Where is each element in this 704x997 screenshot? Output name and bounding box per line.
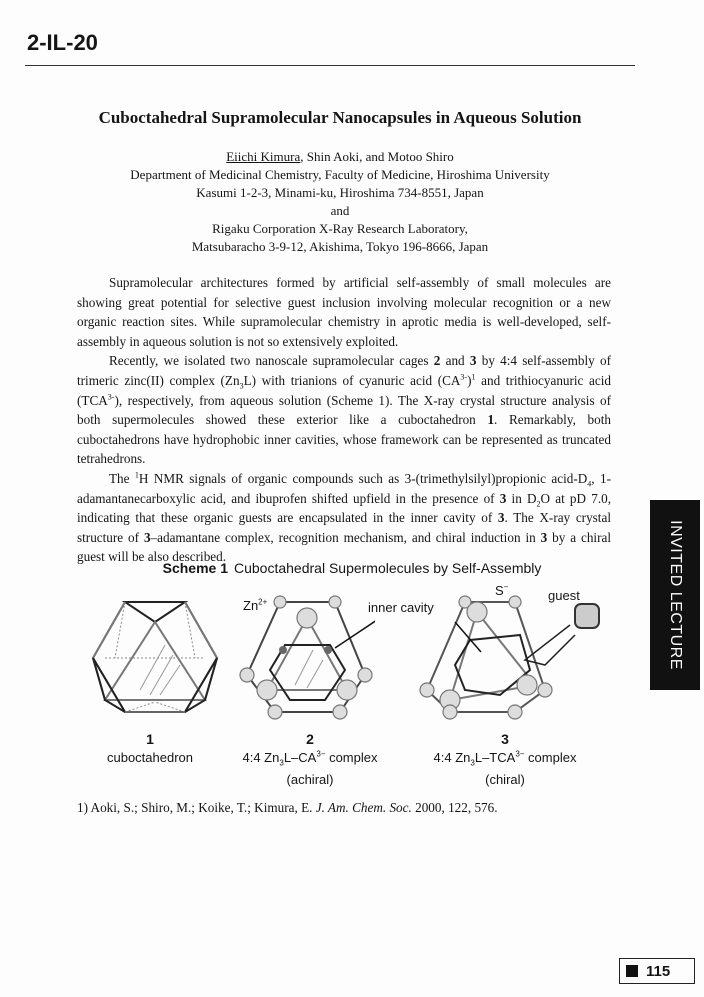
affiliation-line: Matsubaracho 3-9-12, Akishima, Tokyo 196-8666, Japan [191, 239, 489, 254]
paragraph [77, 273, 611, 351]
text-run: in D [506, 490, 537, 506]
cuboctahedron-diagram [85, 590, 225, 720]
compound-number: 3 [497, 510, 505, 526]
text-run: and trithiocyanuric acid (TCA [77, 372, 611, 408]
text-run: and [440, 353, 470, 369]
text-run: L) with trianions of cyanuric acid (CA [243, 372, 461, 388]
header-rule [25, 65, 635, 66]
sulfur-label: S− [495, 582, 509, 598]
guest-label: guest [548, 588, 580, 603]
text-run: O at pD 7.0, indicating that these organic guests are encapsulated in the inner cavity of [77, 490, 612, 526]
paragraph [77, 469, 611, 567]
text-run: Recently, we isolated two nanoscale supramolecular cages [109, 353, 434, 369]
sub-script: 3 [239, 381, 244, 391]
square-icon [626, 965, 638, 977]
sup-script: 1 [471, 372, 476, 382]
text-run: . The X-ray crystal structure of [77, 510, 611, 545]
compound-number: 3 [499, 490, 507, 506]
compound-1-label: 1 cuboctahedron [106, 731, 193, 765]
text-run: ), respectively, from aqueous solution (Scheme 1). The X-ray crystal structure analysis of both supermolecules showed these exterior like a cuboctahedron [77, 392, 611, 428]
compound-2-label: 2 4:4 $Zn_3L-CA^{3-}$ complex (achiral) [242, 731, 378, 787]
guest-icon [575, 604, 599, 628]
compound-number: 1 [487, 412, 495, 428]
text-run: ) [467, 372, 472, 388]
compound-number: 2 [433, 353, 441, 369]
page-number: 115 [619, 958, 695, 984]
text-run: Supramolecular architectures formed by artificial self-assembly of small molecules are showing great potential for selective guest inclusion involving molecular recognition or a new organic reaction sites. While supramolecular chemistry in aprotic media is well-developed, self-assembly in aqueous solution is not so extensively exploited. [77, 275, 611, 349]
text-run: , 1-adamantanecarboxylic acid, and ibuprofen shifted upfield in the presence of [77, 470, 611, 506]
session-code: 2-IL-20 [27, 30, 98, 55]
abstract-body [77, 273, 611, 567]
text-run: H NMR signals of organic compounds such as 3-(trimethylsilyl)propionic acid-D [138, 470, 588, 486]
sub-script: 2 [536, 499, 541, 509]
affiliation-line: Rigaku Corporation X-Ray Research Laboratory, [212, 221, 468, 236]
compound-3-label: 3 4:4 $Zn_3L-TCA^{3-}$ complex (chiral) [433, 731, 577, 787]
inner-cavity-label: inner cavity [368, 600, 434, 615]
text-run: by 4:4 self-assembly of trimeric zinc(II) complex (Zn [77, 353, 611, 388]
compound-number: 3 [143, 529, 151, 545]
sup-script: 3- [460, 372, 468, 382]
affiliation-line: Department of Medicinal Chemistry, Faculty of Medicine, Hiroshima University [130, 167, 550, 182]
reference: 1) Aoki, S.; Shiro, M.; Koike, T.; Kimura, E. J. Am. Chem. Soc. 2000, 122, 576. [77, 800, 498, 815]
text-run: by a chiral guest will be also described. [77, 529, 611, 565]
scheme-caption-text: Cuboctahedral Supermolecules by Self-Assembly [234, 560, 542, 576]
sup-script: 3- [107, 392, 115, 402]
paragraph [77, 351, 611, 469]
compound-number: 3 [469, 353, 477, 369]
text-run: . Remarkably, both cuboctahedrons have hydrophobic inner cavities, whose framework can be represented as truncated tetrahedrons. [77, 412, 611, 467]
paper-title: Cuboctahedral Supramolecular Nanocapsules in Aqueous Solution [98, 108, 582, 127]
presenting-author: Eiichi Kimura [226, 149, 301, 164]
scheme-caption [0, 560, 704, 576]
text-run: –adamantane complex, recognition mechanism, and chiral induction in [150, 529, 541, 545]
complex-3-diagram [415, 590, 605, 720]
authors-affiliation [40, 148, 640, 256]
co-authors: , Shin Aoki, and Motoo Shiro [300, 149, 454, 164]
compound-number: 3 [540, 529, 548, 545]
invited-lecture-tab: INVITED LECTURE [650, 500, 700, 690]
scheme-label: Scheme 1 [162, 560, 228, 576]
sup-script: 1 [134, 470, 139, 480]
affiliation-line: and [330, 203, 350, 218]
affiliation-line: Kasumi 1-2-3, Minami-ku, Hiroshima 734-8551, Japan [196, 185, 484, 200]
sub-script: 4 [587, 479, 592, 489]
text-run: The [109, 470, 135, 486]
authors [40, 148, 640, 166]
zn-label: $Zn^{2+}$ [243, 597, 268, 613]
